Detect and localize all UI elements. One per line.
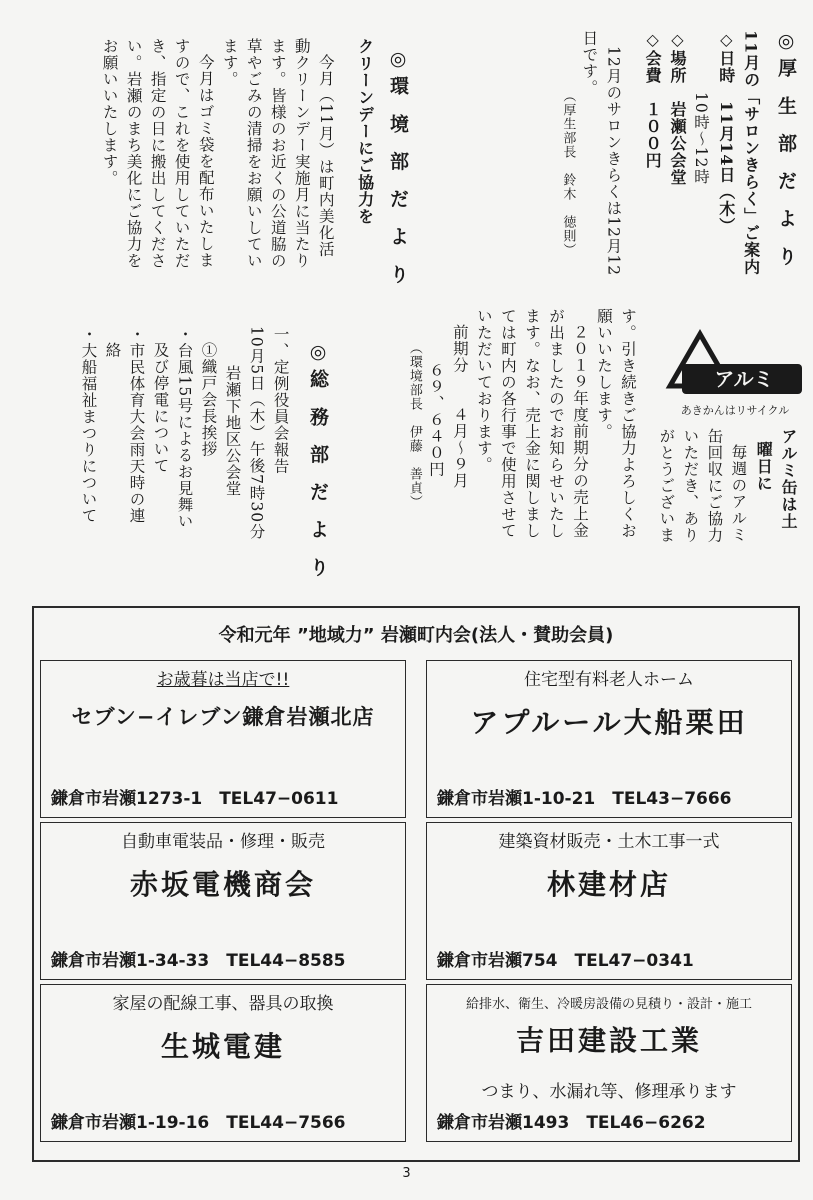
agenda-1: ①織戸会長挨拶 <box>199 341 218 457</box>
salon-date: ◇日時 11月14日（木） <box>716 30 736 235</box>
welfare-heading: ◎厚 生 部 だ よ り <box>775 30 797 272</box>
aluminium-line-10: ます。なお、売上金に関しまし <box>522 308 541 539</box>
salon-note-2: 日です。 <box>580 30 599 96</box>
sponsor-name: 生城電建 <box>160 1030 285 1063</box>
meeting-place: 岩瀬下地区公会堂 <box>223 364 242 497</box>
sponsor-name: アプルール大船栗田 <box>470 706 748 739</box>
sponsor-box-ikushiro <box>40 984 406 1142</box>
sponsor-tag: 建築資材販売・土木工事一式 <box>498 832 720 852</box>
sponsor-name: 赤坂電機商会 <box>129 868 316 901</box>
aluminium-signature: （環境部長 伊藤 善貞） <box>406 340 422 509</box>
aluminium-line-3: 缶回収にご協力 <box>705 428 724 544</box>
sponsors-title: 令和元年 ”地域力” 岩瀬町内会(法人・賛助会員) <box>218 625 614 646</box>
environment-heading: ◎環 境 部 だ よ り <box>387 47 409 289</box>
agenda-2: ・台風15号によるお見舞い <box>175 326 194 530</box>
aluminium-line-12: いただいております。 <box>474 308 493 473</box>
sponsor-address: 鎌倉市岩瀬754 TEL47−0341 <box>437 951 694 971</box>
sponsor-address: 鎌倉市岩瀬1493 TEL46−6262 <box>437 1113 706 1133</box>
aluminium-line-5: がとうございま <box>657 428 676 544</box>
aluminium-line-11: ては町内の各行事で使用させて <box>498 308 517 539</box>
agenda-5: 絡 <box>103 341 122 358</box>
env-p2-5: お願いいたします。 <box>100 38 119 187</box>
sponsor-box-akasaka <box>40 822 406 980</box>
sponsor-name: 林建材店 <box>546 868 671 901</box>
sponsor-box-yoshida <box>426 984 792 1142</box>
sponsor-address: 鎌倉市岩瀬1-19-16 TEL44−7566 <box>51 1113 346 1133</box>
salon-fee: ◇会費 １００円 <box>643 30 663 169</box>
aluminium-line-9: が出ましたのでお知らせいたし <box>546 308 565 539</box>
logo-text: アルミ <box>714 367 774 391</box>
sponsor-address: 鎌倉市岩瀬1273-1 TEL47−0611 <box>51 789 339 809</box>
aluminium-line-7: 願いいたします。 <box>594 308 613 440</box>
sponsor-address: 鎌倉市岩瀬1-10-21 TEL43−7666 <box>437 789 732 809</box>
aluminium-line-6: す。引き続きご協力よろしくお <box>619 308 637 539</box>
salon-event-title: 11月の「サロンきらく」ご案内 <box>741 30 761 276</box>
aluminium-line-2: 毎週のアルミ <box>729 443 748 543</box>
env-p2-2: すので、これを使用していただ <box>172 38 191 269</box>
page-number: 3 <box>402 1166 411 1181</box>
aluminium-recycle-logo <box>660 326 810 422</box>
salon-time: 10時～12時 <box>691 92 710 185</box>
aluminium-line-8: ２０１９年度前期分の売上金 <box>570 323 589 538</box>
sponsor-name: 吉田建設工業 <box>515 1024 702 1057</box>
environment-section <box>98 38 412 289</box>
env-p1-5: ます。 <box>220 38 239 88</box>
env-p2-1: 今月はゴミ袋を配布いたしま <box>196 53 215 268</box>
aluminium-header <box>654 428 800 544</box>
env-p2-3: き、指定の日に搬出してくださ <box>148 38 167 269</box>
sponsor-box-hayashi <box>426 822 792 980</box>
sponsor-box-aprule <box>426 660 792 818</box>
aluminium-period: 前期分 ４月～９月 <box>450 323 469 489</box>
meeting-title: 一、定例役員会報告 <box>271 326 290 475</box>
general-affairs-section <box>76 326 332 582</box>
aluminium-line-1: 曜日に <box>754 440 774 492</box>
env-p1-4: 草やごみの清掃をお願いしてい <box>244 38 263 269</box>
env-p1-3: ます。皆様のお近くの公道脇の <box>268 38 287 269</box>
agenda-6: ・大船福祉まつりについて <box>79 326 98 524</box>
newsletter-page <box>32 8 800 1158</box>
sponsor-extra: つまり、水漏れ等、修理承ります <box>481 1082 737 1102</box>
env-p2-4: い。岩瀬のまち美化にご協力を <box>124 38 143 269</box>
welfare-signature: （厚生部長 鈴木 徳則） <box>560 88 576 257</box>
sponsor-tag: 家屋の配線工事、器具の取換 <box>112 994 334 1014</box>
sponsor-address: 鎌倉市岩瀬1-34-33 TEL44−8585 <box>51 951 346 971</box>
sponsor-tag: 住宅型有料老人ホーム <box>524 670 694 690</box>
general-heading: ◎総 務 部 だ よ り <box>307 341 329 583</box>
env-p1-1: 今月（11月）は町内美化活 <box>316 53 335 257</box>
logo-subtext: あきかんはリサイクル <box>680 404 790 417</box>
aluminium-line-4: いただき、あり <box>681 428 700 544</box>
agenda-3: 及び停電について <box>151 341 170 474</box>
cleanup-subtitle: クリーンデーにご協力を <box>355 38 375 225</box>
agenda-4: ・市民体育大会雨天時の連 <box>127 326 146 524</box>
sponsor-tag: 自動車電装品・修理・販売 <box>121 832 325 852</box>
welfare-section <box>557 30 800 276</box>
aluminium-body <box>404 308 640 539</box>
aluminium-amount: ６９、６４０円 <box>426 362 445 478</box>
env-p1-2: 動クリーンデー実施月に当たり <box>292 38 311 269</box>
aluminium-heading: アルミ缶は土 <box>779 428 798 530</box>
meeting-date: 10月5日（木）午後7時30分 <box>247 326 266 540</box>
salon-note-1: 12月のサロンきらくは12月12 <box>604 45 623 276</box>
sponsor-box-seven-eleven <box>40 660 406 818</box>
sponsor-name: セブン−イレブン鎌倉岩瀬北店 <box>71 704 375 729</box>
salon-place: ◇場所 岩瀬公会堂 <box>667 30 687 186</box>
sponsor-tag: お歳暮は当店で!! <box>156 670 290 690</box>
sponsor-tag: 給排水、衛生、冷暖房設備の見積り・設計・施工 <box>465 997 752 1012</box>
